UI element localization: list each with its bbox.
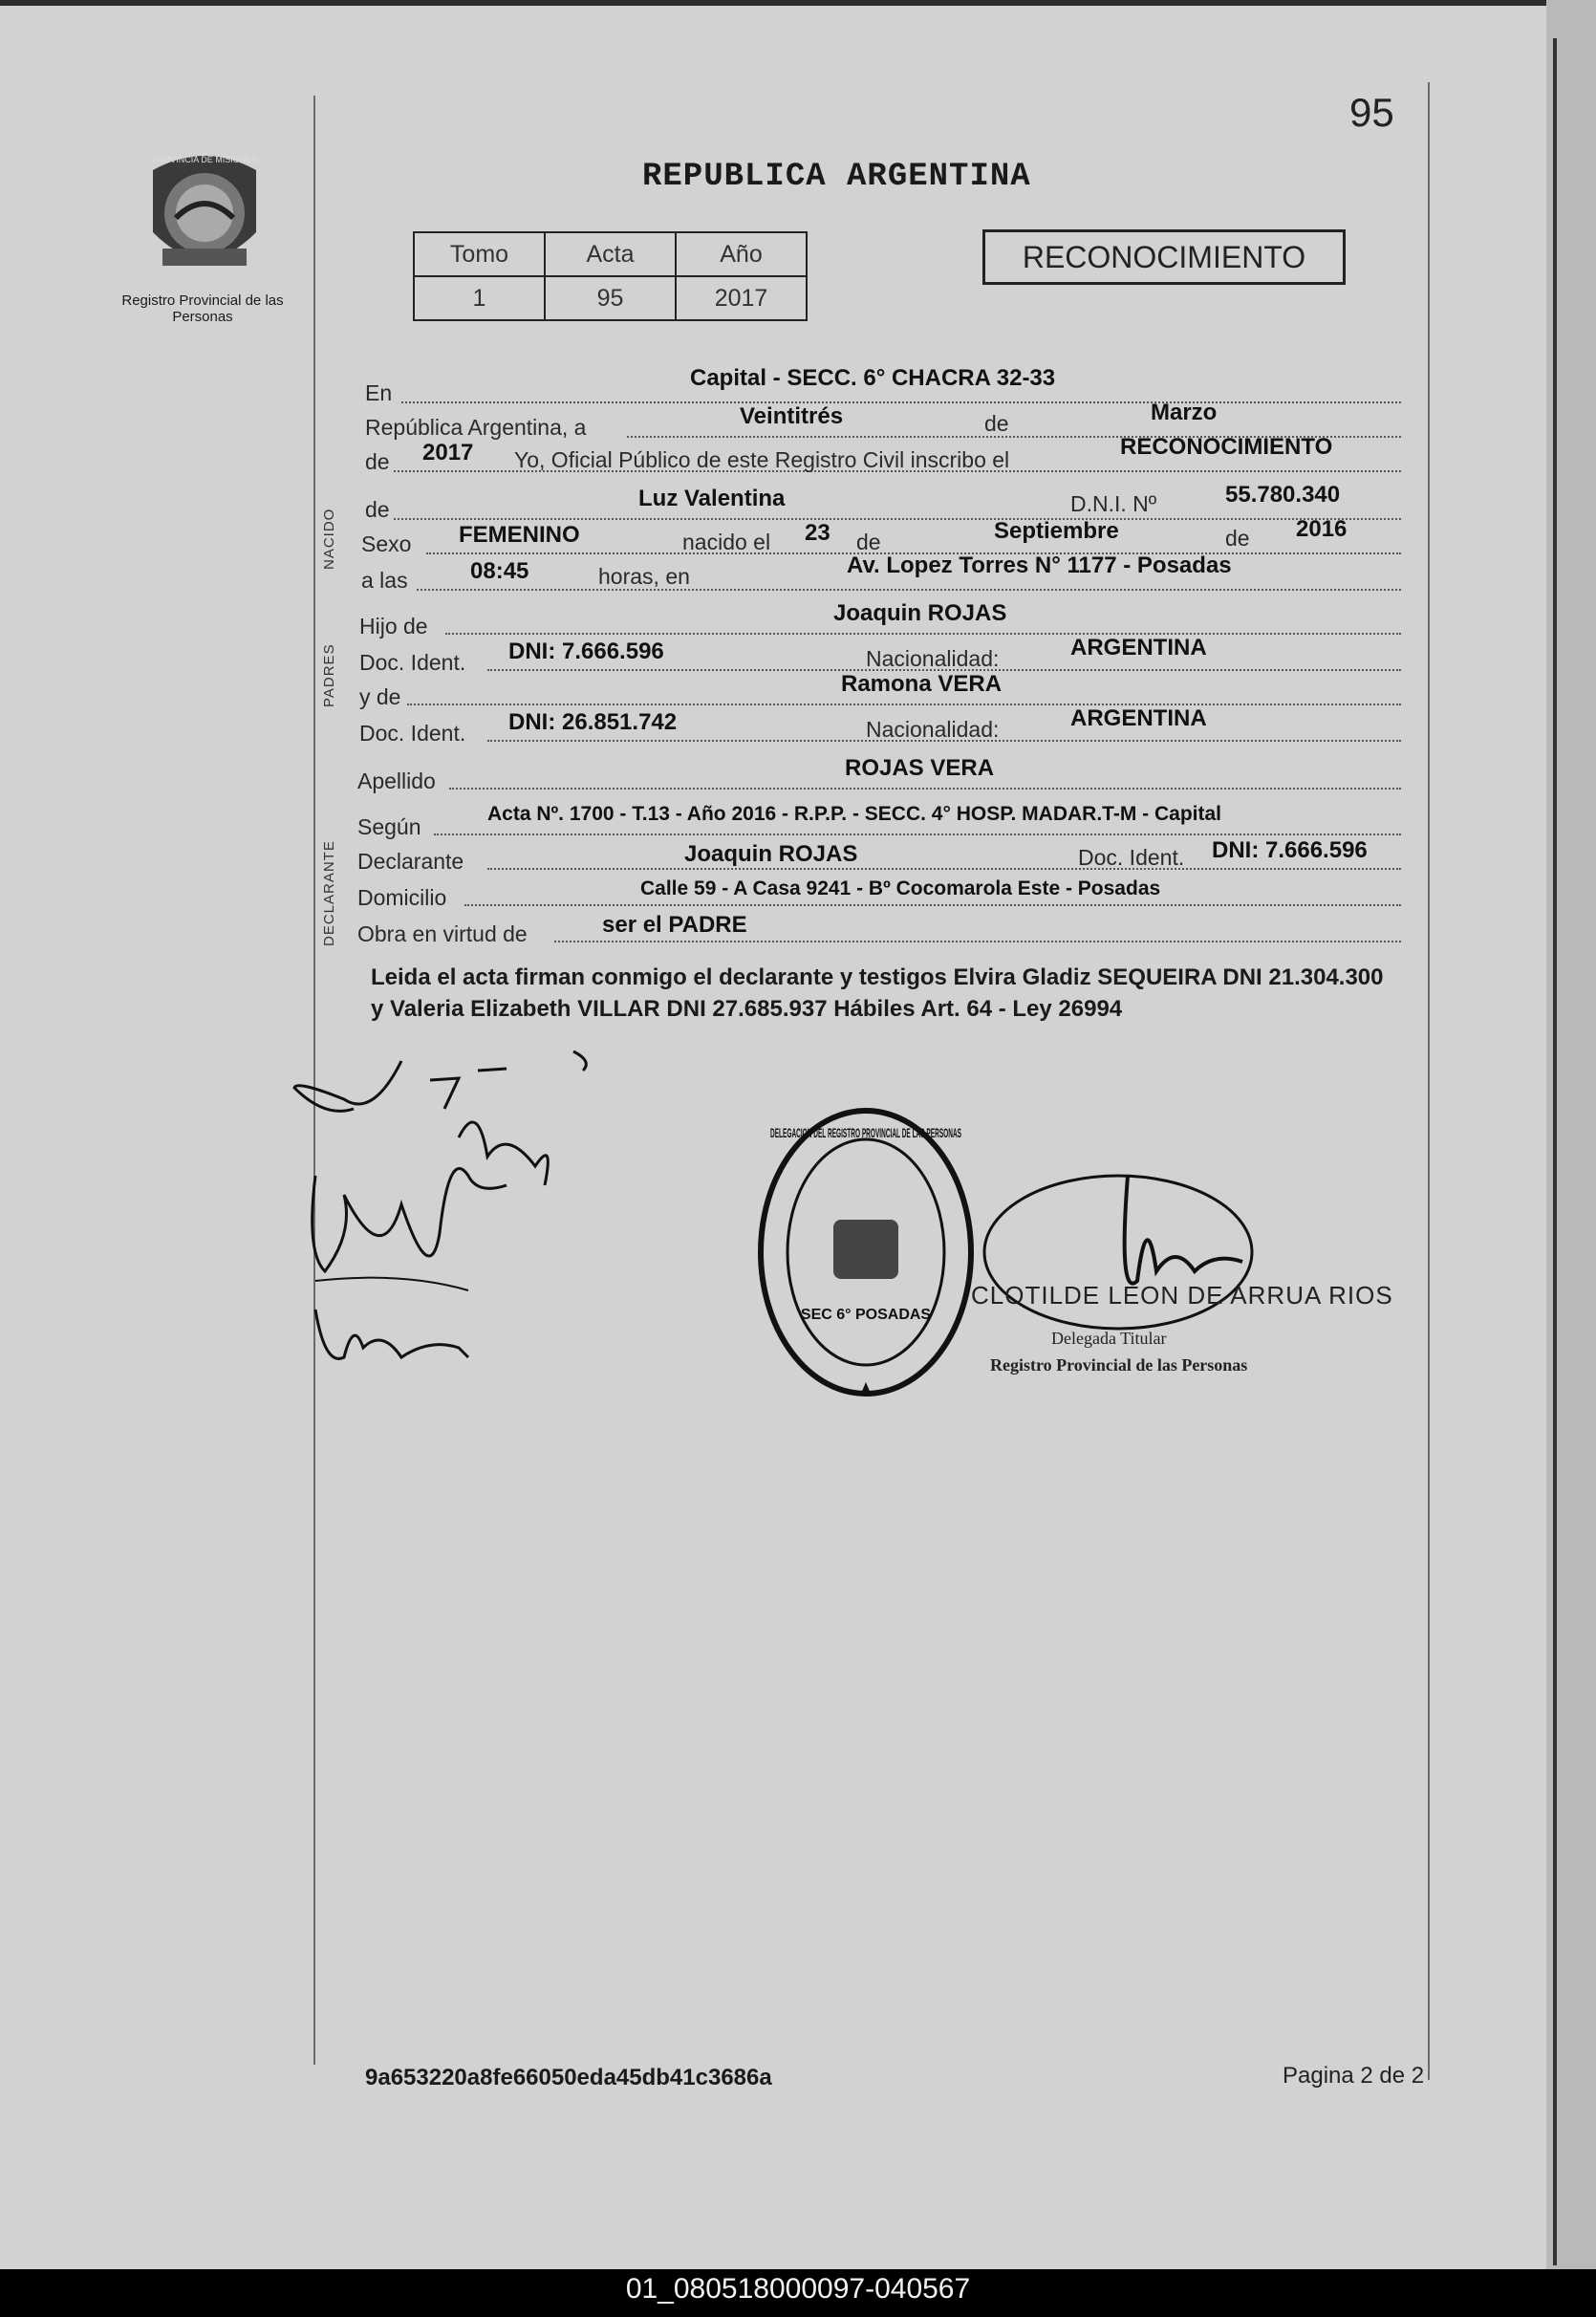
born-de1-label: de [856,530,881,554]
year-de-label: de [365,449,390,474]
tomo-header: Tomo [414,232,545,276]
hours-label: horas, en [598,564,690,589]
day-value: Veintitrés [740,403,844,429]
time-label: a las [361,568,408,593]
acta-header: Acta [545,232,676,276]
svg-text:DELEGACION DEL REGISTRO PROVIN: DELEGACION DEL REGISTRO PROVINCIAL DE LAS PERSONAS [770,1125,961,1140]
svg-text:PROVINCIA DE MISIONES: PROVINCIA DE MISIONES [151,155,258,164]
official-name: CLOTILDE LEON DE ARRUA RIOS [971,1281,1393,1310]
father-nat-label: Nacionalidad: [866,646,1000,671]
declarant-label: Declarante [357,849,464,874]
time-value: 08:45 [470,558,529,584]
registry-label: Registro Provincial de las Personas [121,292,284,325]
surname-label: Apellido [357,769,436,793]
capacity-value: ser el PADRE [602,912,747,938]
province-emblem-icon [134,141,275,285]
side-label-declarante: DECLARANTE [321,840,337,946]
right-margin-line [1428,82,1430,2080]
father-doc-label: Doc. Ident. [359,650,466,675]
document-hash: 9a653220a8fe66050eda45db41c3686a [365,2065,772,2090]
capacity-dotted-line [554,941,1401,942]
page-count: Pagina 2 de 2 [1283,2063,1425,2089]
surname-dotted-line [449,788,1401,790]
name-de-label: de [365,497,390,522]
sex-value: FEMENINO [459,522,580,548]
official-role: Delegada Titular [1051,1329,1167,1348]
mother-doc-label: Doc. Ident. [359,721,466,746]
segun-label: Según [357,814,421,839]
declarant-doc-label: Doc. Ident. [1078,845,1185,870]
born-de2-label: de [1225,526,1250,551]
father-dotted-line [445,633,1401,635]
ano-header: Año [676,232,807,276]
name-value: Luz Valentina [638,486,786,511]
page-number: 95 [1349,90,1394,135]
year-line-text: Yo, Oficial Público de este Registro Civil inscribo el [514,447,1010,472]
scan-id: 01_080518000097-040567 [625,2273,971,2305]
father-doc-value: DNI: 7.666.596 [508,639,664,664]
official-org: Registro Provincial de las Personas [990,1355,1248,1375]
dni-value: 55.780.340 [1225,482,1341,508]
segun-value: Acta Nº. 1700 - T.13 - Año 2016 - R.P.P. - SECC. 4° HOSP. MADAR.T-M - Capital [487,803,1221,825]
mother-nat-label: Nacionalidad: [866,717,1000,742]
name-dotted-line [394,518,1401,520]
declarant-doc-value: DNI: 7.666.596 [1212,837,1368,863]
domicile-dotted-line [464,904,1401,906]
surname-value: ROJAS VERA [845,755,995,781]
document-title: REPUBLICA ARGENTINA [642,159,1031,195]
year-value: 2017 [422,440,474,466]
month-value: Marzo [1151,400,1218,425]
declarant-dotted-line [487,868,1401,870]
sheet-edge-shadow [1553,38,1557,2265]
witness-signatures-icon [287,1042,612,1386]
dni-label: D.N.I. Nº [1070,491,1157,516]
mother-doc-value: DNI: 26.851.742 [508,709,678,735]
sex-label: Sexo [361,531,412,556]
born-day-value: 23 [805,520,830,546]
born-month-value: Septiembre [994,518,1119,544]
mother-nat-value: ARGENTINA [1070,705,1207,731]
svg-text:SEC 6° POSADAS: SEC 6° POSADAS [800,1307,932,1323]
father-value: Joaquin ROJAS [833,600,1007,626]
republica-label: República Argentina, a [365,415,587,440]
ano-value: 2017 [676,276,807,320]
capacity-label: Obra en virtud de [357,921,528,946]
domicile-label: Domicilio [357,885,447,910]
en-label: En [365,380,393,405]
acta-value: 95 [545,276,676,320]
reference-table [413,231,808,321]
born-label: nacido el [682,530,771,554]
reference-table-header [414,232,807,276]
father-label: Hijo de [359,614,428,639]
side-label-nacido: NACIDO [321,508,337,570]
birth-place-value: Av. Lopez Torres N° 1177 - Posadas [847,552,1232,578]
time-dotted-line [417,589,1401,591]
official-seal-icon [751,1099,981,1405]
republica-de-label: de [984,411,1009,436]
tomo-value: 1 [414,276,545,320]
father-nat-value: ARGENTINA [1070,635,1207,660]
mother-dotted-line [407,704,1401,705]
en-value: Capital - SECC. 6° CHACRA 32-33 [690,365,1056,391]
reference-table-values [414,276,807,320]
en-dotted-line [401,401,1401,403]
segun-dotted-line [434,834,1401,835]
closing-statement: Leida el acta firman conmigo el declarante y testigos Elvira Gladiz SEQUEIRA DNI 21.304.300 y Valeria Elizabeth VILLAR DNI 27.685.937 Hábiles Art. 64 - Ley 26994 [371,964,1384,1022]
mother-label: y de [359,684,401,709]
document-type-box: RECONOCIMIENTO [982,229,1346,285]
side-label-padres: PADRES [321,643,337,707]
mother-value: Ramona VERA [841,671,1003,697]
domicile-value: Calle 59 - A Casa 9241 - Bº Cocomarola Este - Posadas [640,877,1161,899]
born-year-value: 2016 [1296,516,1348,542]
act-type-value: RECONOCIMIENTO [1120,434,1333,460]
declarant-value: Joaquin ROJAS [684,841,858,867]
